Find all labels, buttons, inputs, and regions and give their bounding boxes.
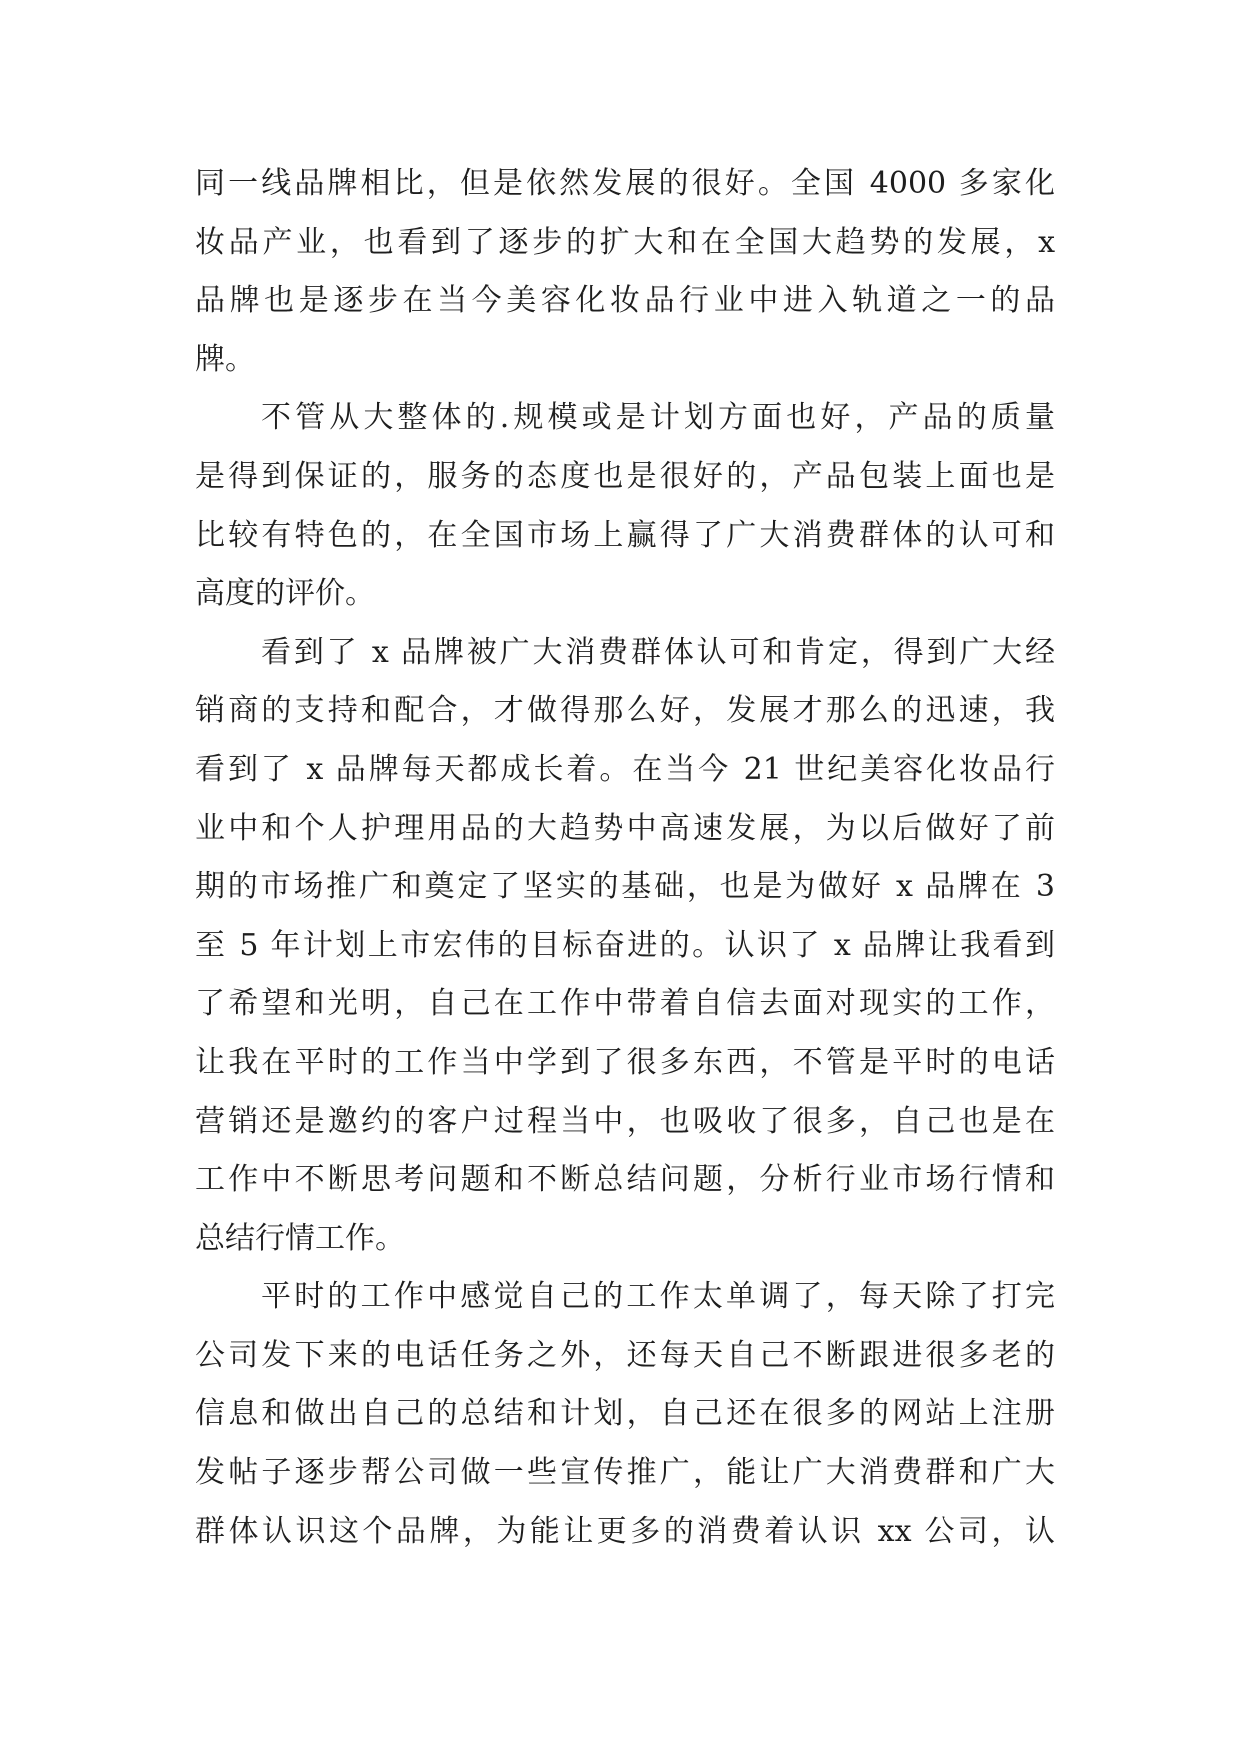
text-line: 不管从大整体的.规模或是计划方面也好，产品的质量 [261, 400, 1055, 436]
text-line: 发帖子逐步帮公司做一些宣传推广，能让广大消费群和广大 [195, 1455, 1055, 1491]
text-line: 看到了 x 品牌每天都成长着。在当今 21 世纪美容化妆品行 [195, 751, 1055, 787]
text-line: 营销还是邀约的客户过程当中，也吸收了很多，自己也是在 [195, 1103, 1055, 1139]
text-line: 销商的支持和配合，才做得那么好，发展才那么的迅速，我 [195, 693, 1055, 729]
paragraph-2 [195, 389, 1055, 623]
paragraph-4 [195, 1268, 1055, 1561]
text-line: 平时的工作中感觉自己的工作太单调了，每天除了打完 [261, 1279, 1055, 1315]
text-line: 高度的评价。 [195, 576, 375, 612]
text-line: 让我在平时的工作当中学到了很多东西，不管是平时的电话 [195, 1044, 1055, 1080]
text-line: 了希望和光明，自己在工作中带着自信去面对现实的工作， [195, 986, 1055, 1022]
text-line: 群体认识这个品牌，为能让更多的消费着认识 xx 公司，认 [195, 1513, 1055, 1549]
text-line: 同一线品牌相比，但是依然发展的很好。全国 4000 多家化 [195, 166, 1055, 201]
text-line: 是得到保证的，服务的态度也是很好的，产品包装上面也是 [195, 458, 1055, 494]
text-line: 牌。 [195, 341, 255, 377]
body-text [195, 155, 1055, 1561]
text-line: 品牌也是逐步在当今美容化妆品行业中进入轨道之一的品 [195, 283, 1055, 319]
text-line: 业中和个人护理用品的大趋势中高速发展，为以后做好了前 [195, 810, 1055, 846]
text-line: 至 5 年计划上市宏伟的目标奋进的。认识了 x 品牌让我看到 [195, 927, 1055, 963]
text-line: 工作中不断思考问题和不断总结问题，分析行业市场行情和 [195, 1162, 1055, 1198]
text-line: 期的市场推广和奠定了坚实的基础，也是为做好 x 品牌在 3 [195, 869, 1055, 905]
paragraph-1 [195, 155, 1055, 389]
text-line: 比较有特色的，在全国市场上赢得了广大消费群体的认可和 [195, 517, 1055, 553]
text-line: 总结行情工作。 [195, 1220, 405, 1256]
text-line: 看到了 x 品牌被广大消费群体认可和肯定，得到广大经 [261, 634, 1055, 670]
text-line: 公司发下来的电话任务之外，还每天自己不断跟进很多老的 [195, 1337, 1055, 1373]
text-line: 信息和做出自己的总结和计划，自己还在很多的网站上注册 [195, 1396, 1055, 1432]
text-line: 妆品产业，也看到了逐步的扩大和在全国大趋势的发展，x [195, 224, 1055, 260]
paragraph-3 [195, 624, 1055, 1269]
